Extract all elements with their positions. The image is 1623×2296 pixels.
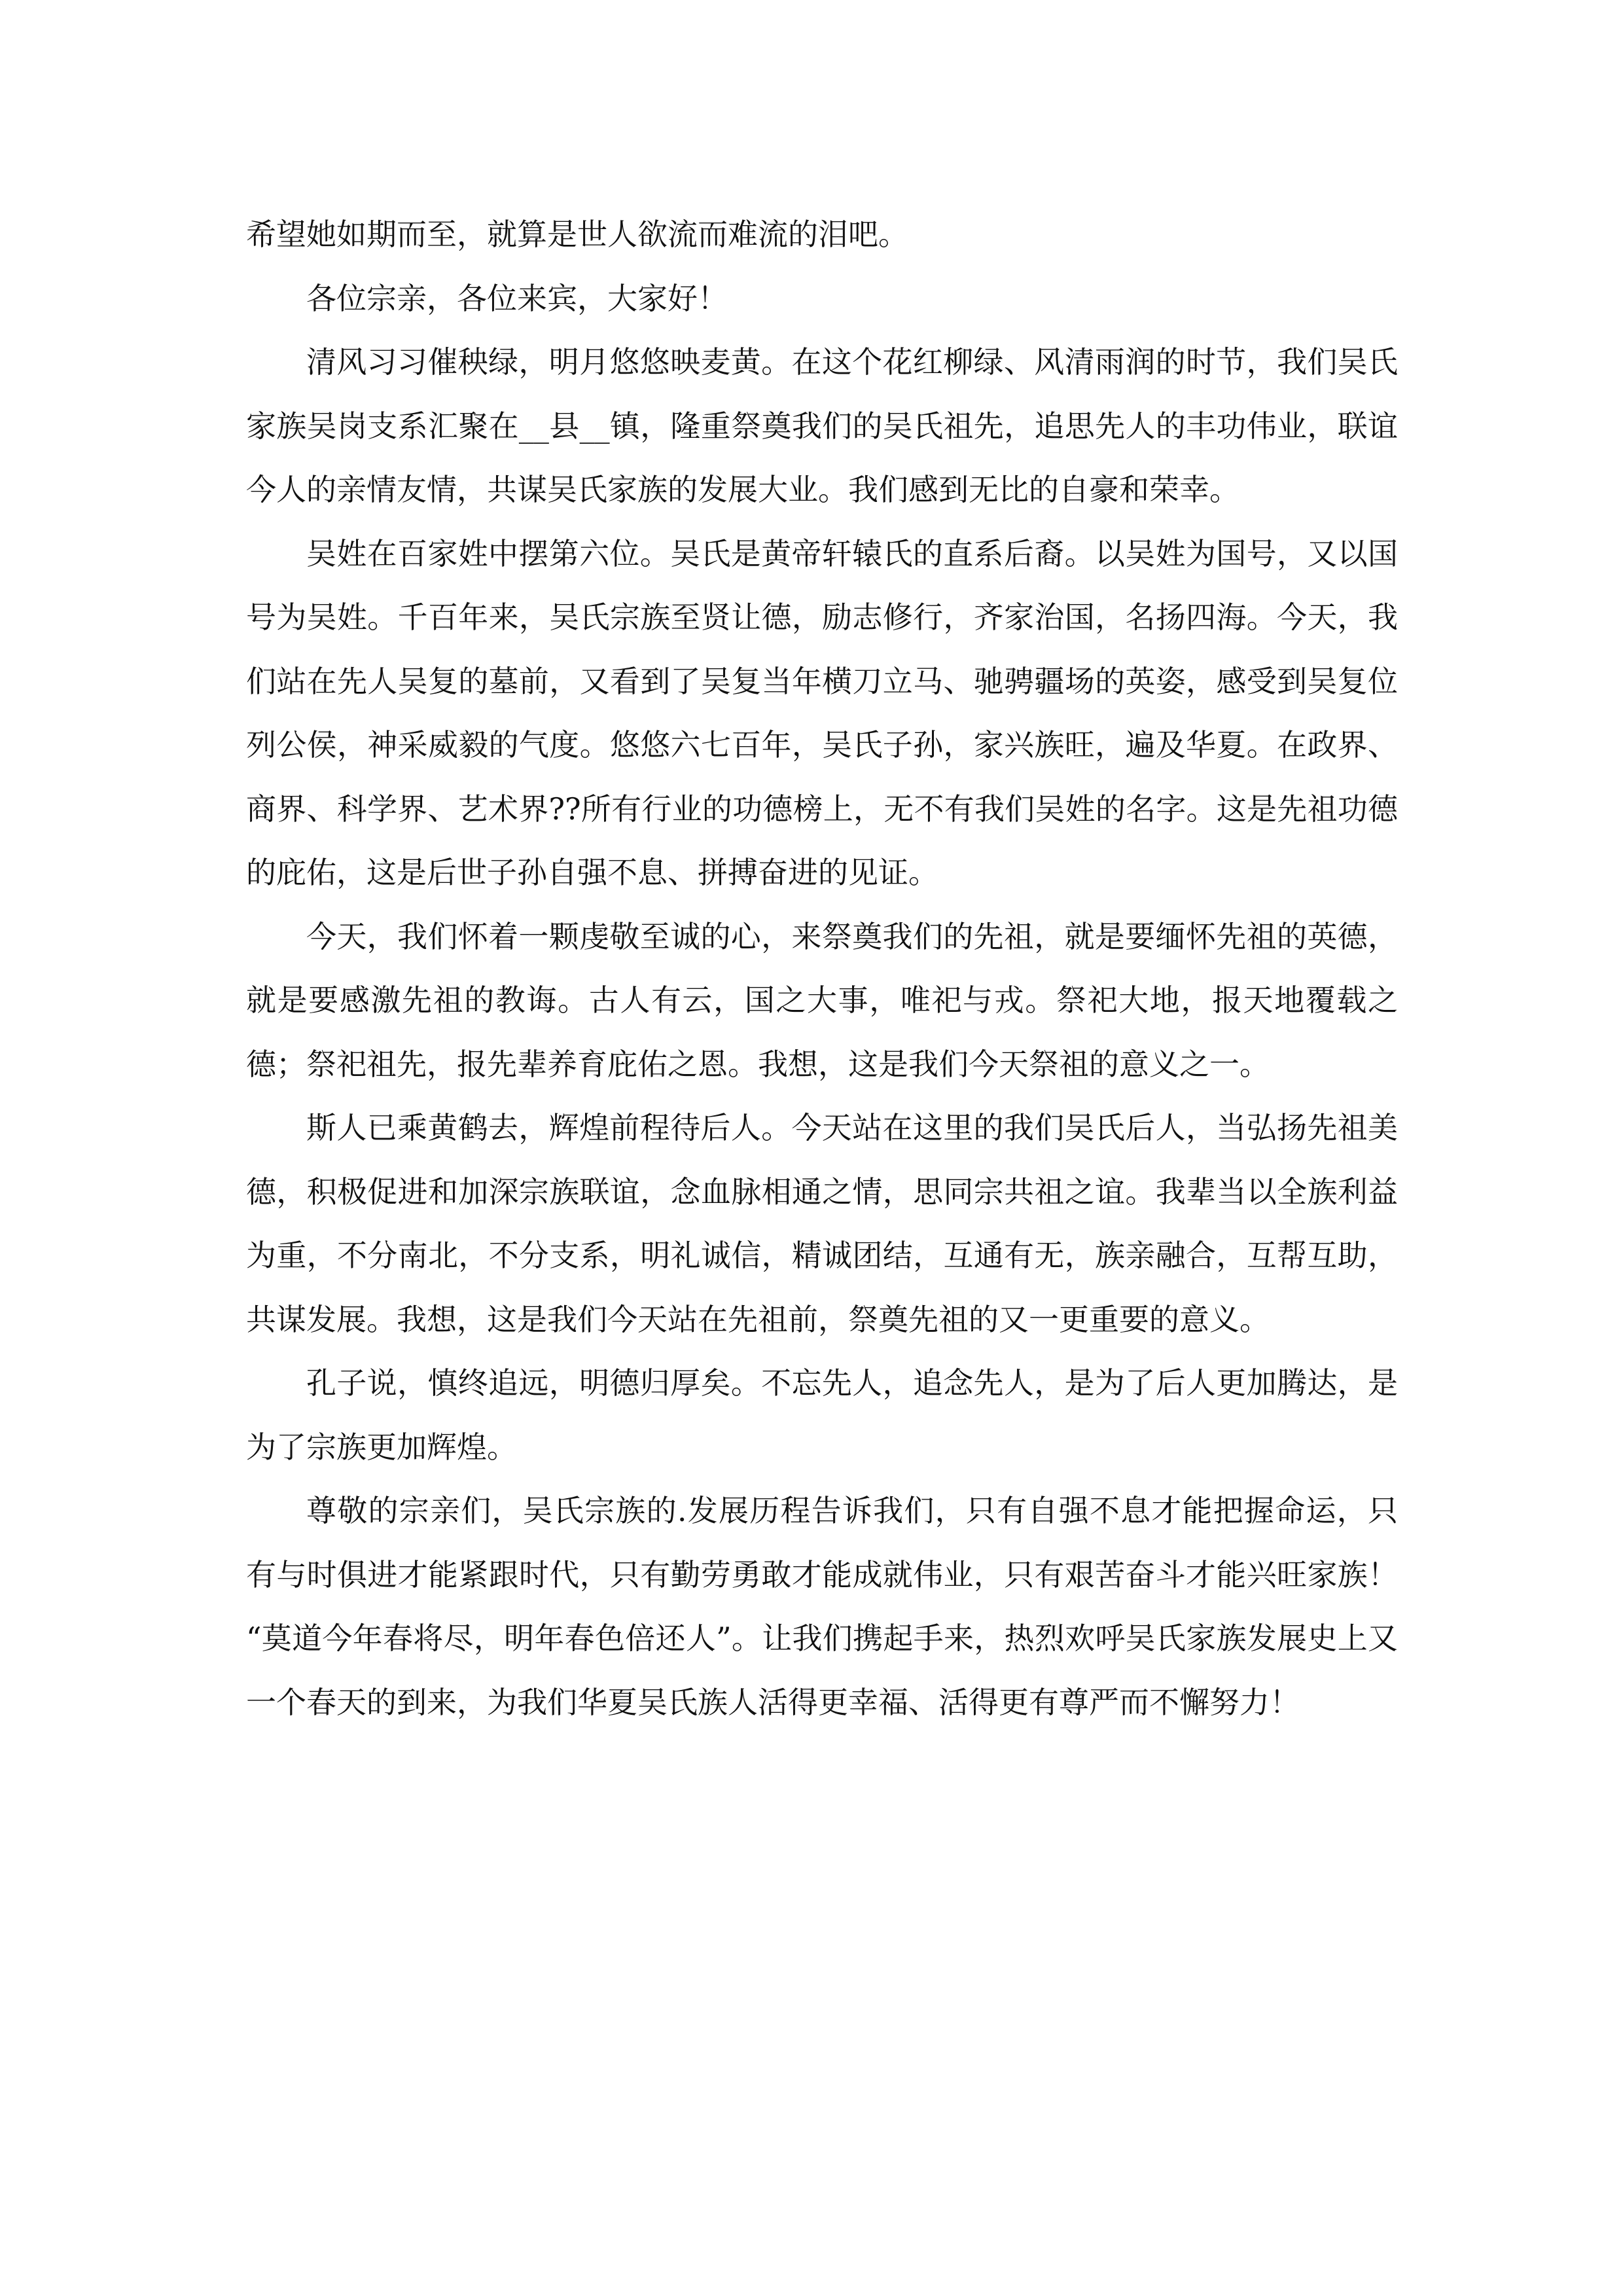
paragraph-2: 各位宗亲，各位来宾，大家好！ [306, 280, 728, 316]
paragraph-6: 斯人已乘黄鹤去，辉煌前程待后人。今天站在这里的我们吴氏后人，当弘扬先祖美德，积极促进和加深宗族联谊，念血脉相通之情，思同宗共祖之谊。我辈当以全族利益为重，不分南北，不分支系，明礼诚信，精诚团结，互通有无，族亲融合，互帮互助，共谋发展。我想，这是我们今天站在先祖前，祭奠先祖的又一更重要的意义。 [246, 1110, 1398, 1337]
paragraph-3: 清风习习催秧绿，明月悠悠映麦黄。在这个花红柳绿、风清雨润的时节，我们吴氏家族吴岗支系汇聚在__县__镇，隆重祭奠我们的吴氏祖先，追思先人的丰功伟业，联谊今人的亲情友情，共谋吴氏家族的发展大业。我们感到无比的自豪和荣幸。 [246, 344, 1398, 507]
paragraph-1: 希望她如期而至，就算是世人欲流而难流的泪吧。 [246, 217, 908, 252]
paragraph-8: 尊敬的宗亲们，吴氏宗族的.发展历程告诉我们，只有自强不息才能把握命运，只有与时俱进才能紧跟时代，只有勤劳勇敢才能成就伟业，只有艰苦奋斗才能兴旺家族！ “莫道今年春将尽，明年春色倍还人”。让我们携起手来，热烈欢呼吴氏家族发展史上又一个春天的到来，为我们华夏吴氏族人活得更幸福、活得更有尊严而不懈努力！ [246, 1493, 1398, 1720]
document-body [246, 203, 1398, 1734]
paragraph-7: 孔子说，慎终追远，明德归厚矣。不忘先人，追念先人，是为了后人更加腾达，是为了宗族更加辉煌。 [246, 1365, 1398, 1465]
paragraph-5: 今天，我们怀着一颗虔敬至诚的心，来祭奠我们的先祖，就是要缅怀先祖的英德，就是要感激先祖的教诲。古人有云，国之大事，唯祀与戎。祭祀大地，报天地覆载之德；祭祀祖先，报先辈养育庇佑之恩。我想，这是我们今天祭祖的意义之一。 [246, 918, 1398, 1082]
paragraph-4: 吴姓在百家姓中摆第六位。吴氏是黄帝轩辕氏的直系后裔。以吴姓为国号，又以国号为吴姓。千百年来，吴氏宗族至贤让德，励志修行，齐家治国，名扬四海。今天，我们站在先人吴复的墓前，又看到了吴复当年横刀立马、驰骋疆场的英姿，感受到吴复位列公侯，神采威毅的气度。悠悠六七百年，吴氏子孙，家兴族旺，遍及华夏。在政界、商界、科学界、艺术界??所有行业的功德榜上，无不有我们吴姓的名字。这是先祖功德的庇佑，这是后世子孙自强不息、拼搏奋进的见证。 [246, 535, 1398, 890]
